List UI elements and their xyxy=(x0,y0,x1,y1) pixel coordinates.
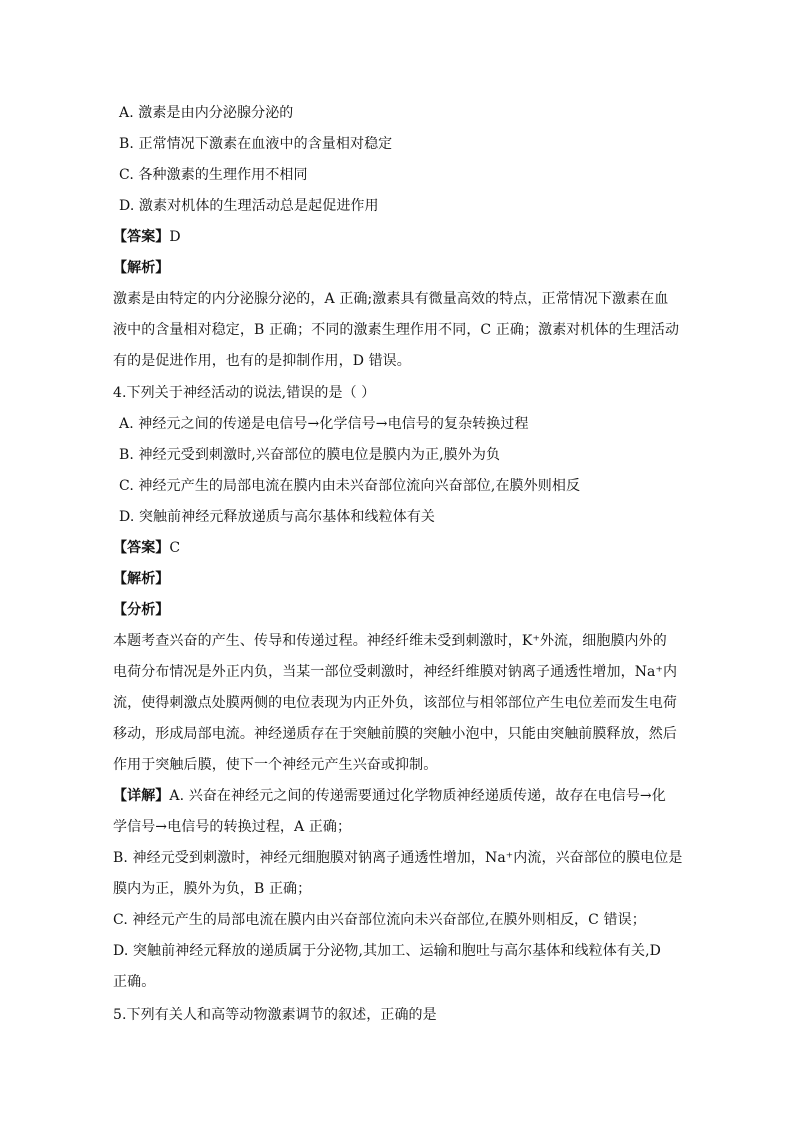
q3-answer-label: 【答案】 xyxy=(113,229,170,245)
q4-option-b: B. 神经元受到刺激时,兴奋部位的膜电位是膜内为正,膜外为负 xyxy=(119,447,501,463)
q3-option-c: C. 各种激素的生理作用不相同 xyxy=(119,167,308,183)
q3-option-a: A. 激素是由内分泌腺分泌的 xyxy=(119,105,294,121)
q3-option-b: B. 正常情况下激素在血液中的含量相对稳定 xyxy=(119,136,393,152)
q4-fenxi-line: 本题考查兴奋的产生、传导和传递过程。神经纤维未受到刺激时，K⁺外流，细胞膜内外的 xyxy=(113,633,667,649)
q4-option-d: D. 突触前神经元释放递质与高尔基体和线粒体有关 xyxy=(119,509,436,525)
q4-detail-line: C. 神经元产生的局部电流在膜内由兴奋部位流向未兴奋部位,在膜外则相反，C 错误； xyxy=(113,912,646,928)
q4-answer-label: 【答案】 xyxy=(113,540,170,556)
q4-answer-value: C xyxy=(169,540,181,556)
q4-stem: 4.下列关于神经活动的说法,错误的是（ ） xyxy=(113,385,376,401)
q4-detail-line: 正确。 xyxy=(113,974,156,990)
q4-detail-text: A. 兴奋在神经元之间的传递需要通过化学物质神经递质传递，故存在电信号→化 xyxy=(169,788,666,804)
q3-analysis-line: 有的是促进作用，也有的是抑制作用，D 错误。 xyxy=(113,353,411,369)
q4-analysis-label: 【解析】 xyxy=(113,571,170,587)
q4-detail-line: B. 神经元受到刺激时，神经元细胞膜对钠离子通透性增加，Na⁺内流，兴奋部位的膜电位是 xyxy=(113,850,683,866)
q3-analysis-label: 【解析】 xyxy=(113,260,170,276)
q4-answer xyxy=(113,538,673,558)
q3-answer-value: D xyxy=(169,229,181,245)
q4-detail-line: 膜内为正，膜外为负，B 正确； xyxy=(113,881,312,897)
q4-detail-line: D. 突触前神经元释放的递质属于分泌物,其加工、运输和胞吐与高尔基体和线粒体有关,D xyxy=(113,943,661,959)
q4-detail-line: 学信号→电信号的转换过程，A 正确； xyxy=(113,819,352,835)
q4-fenxi-label: 【分析】 xyxy=(113,602,170,618)
q3-answer xyxy=(113,227,673,247)
q4-fenxi-line: 电荷分布情况是外正内负，当某一部位受刺激时，神经纤维膜对钠离子通透性增加，Na⁺内 xyxy=(113,664,678,680)
q3-analysis-line: 液中的含量相对稳定，B 正确；不同的激素生理作用不同，C 正确；激素对机体的生理活动 xyxy=(113,322,680,338)
q4-option-c: C. 神经元产生的局部电流在膜内由未兴奋部位流向兴奋部位,在膜外则相反 xyxy=(119,478,581,494)
q4-fenxi-line: 流，使得刺激点处膜两侧的电位表现为内正外负，该部位与相邻部位产生电位差而发生电荷 xyxy=(113,695,677,711)
q4-fenxi-line: 作用于突触后膜，使下一个神经元产生兴奋或抑制。 xyxy=(113,757,438,773)
q3-option-d: D. 激素对机体的生理活动总是起促进作用 xyxy=(119,198,379,214)
q4-detail-label: 【详解】 xyxy=(113,788,170,804)
q4-fenxi-line: 移动，形成局部电流。神经递质存在于突触前膜的突触小泡中，只能由突触前膜释放，然后 xyxy=(113,726,677,742)
q5-stem: 5.下列有关人和高等动物激素调节的叙述，正确的是 xyxy=(113,1007,437,1023)
q4-option-a: A. 神经元之间的传递是电信号→化学信号→电信号的复杂转换过程 xyxy=(119,416,529,432)
q4-detail-first xyxy=(113,786,673,806)
q3-analysis-line: 激素是由特定的内分泌腺分泌的，A 正确;激素具有微量高效的特点，正常情况下激素在血 xyxy=(113,291,669,307)
